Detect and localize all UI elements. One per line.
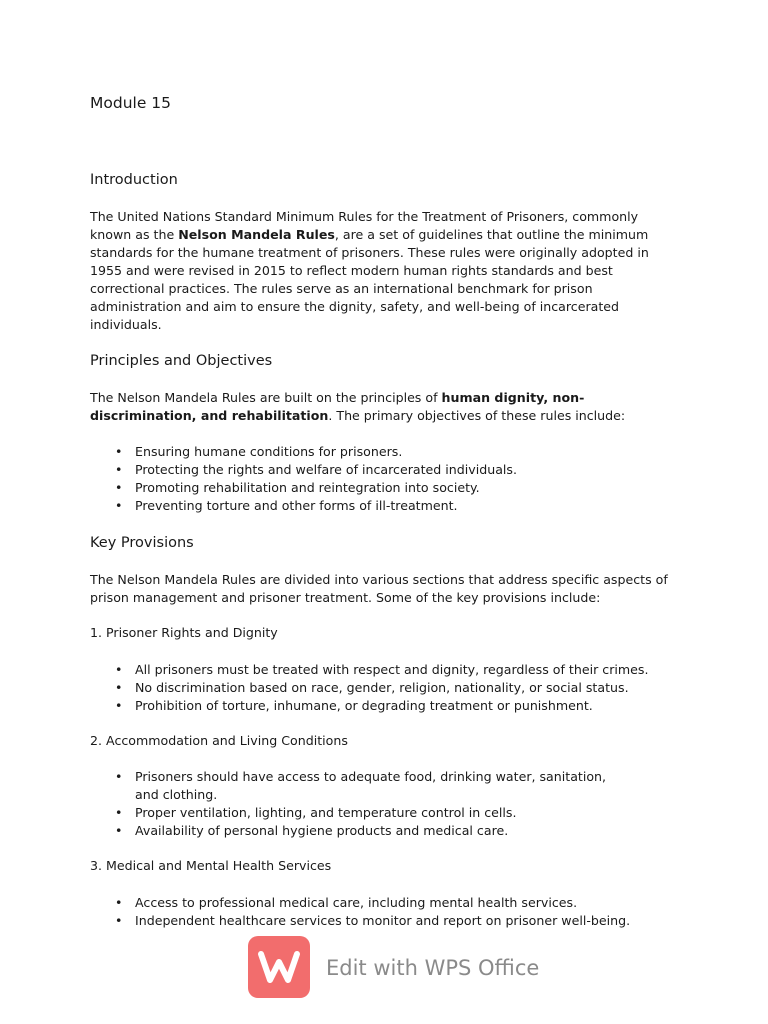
- wps-edit-text[interactable]: Edit with WPS Office: [326, 956, 540, 980]
- intro-text-start: The United Nations Standard Minimum Rules for the Treatment of Prisoners, commonly known as the: [90, 209, 639, 242]
- introduction-heading: Introduction: [90, 172, 178, 188]
- section-title: Medical and Mental Health Services: [106, 858, 332, 873]
- intro-text-end: , are a set of guidelines that outline the minimum standards for the humane treatment of prisoners. These rules were originally adopted in 1955 and were revised in 2015 to reflect modern human rights standards and best correctional practices. The rules serve as an international benchmark for prison administration and aim to ensure the dignity, safety, and well-being of incarcerated individuals.: [90, 227, 649, 332]
- list-item-text: Proper ventilation, lighting, and temperature control in cells.: [135, 805, 517, 820]
- list-item-text: Protecting the rights and welfare of incarcerated individuals.: [135, 462, 517, 477]
- principles-list: [90, 443, 670, 515]
- list-item: [90, 679, 670, 697]
- list-item: [90, 461, 670, 479]
- list-item: [90, 661, 670, 679]
- list-item-text: Prisoners should have access to adequate food, drinking water, sanitation, and clothing.: [135, 769, 607, 802]
- principles-bold-term: human dignity, non-discrimination, and rehabilitation: [90, 390, 585, 423]
- list-item: [90, 894, 670, 912]
- list-item: [90, 697, 670, 715]
- bullet-icon: •: [115, 895, 123, 910]
- bullet-icon: •: [115, 769, 123, 784]
- principles-text-start: The Nelson Mandela Rules are built on the principles of: [90, 390, 442, 405]
- bullet-icon: •: [115, 480, 123, 495]
- introduction-paragraph: [90, 208, 670, 334]
- list-item: [90, 497, 670, 515]
- list-item-text: Prohibition of torture, inhumane, or degrading treatment or punishment.: [135, 698, 593, 713]
- list-item-text: Preventing torture and other forms of ill-treatment.: [135, 498, 458, 513]
- bullet-icon: •: [115, 698, 123, 713]
- principles-text-end: . The primary objectives of these rules include:: [328, 408, 626, 423]
- list-item-text: Independent healthcare services to monitor and report on prisoner well-being.: [135, 913, 631, 928]
- section-title: Accommodation and Living Conditions: [106, 733, 348, 748]
- section-number: 3.: [90, 858, 103, 873]
- section-3-list: [90, 894, 670, 930]
- list-item-text: All prisoners must be treated with respect and dignity, regardless of their crimes.: [135, 662, 649, 677]
- bullet-icon: •: [115, 805, 123, 820]
- section-title: Prisoner Rights and Dignity: [106, 625, 278, 640]
- bullet-icon: •: [115, 444, 123, 459]
- section-number: 1.: [90, 625, 103, 640]
- list-item-text: Promoting rehabilitation and reintegration into society.: [135, 480, 480, 495]
- intro-bold-term: Nelson Mandela Rules: [178, 227, 335, 242]
- bullet-icon: •: [115, 913, 123, 928]
- list-item: [90, 822, 670, 840]
- bullet-icon: •: [115, 498, 123, 513]
- list-item-text: No discrimination based on race, gender, religion, nationality, or social status.: [135, 680, 629, 695]
- wps-logo-icon[interactable]: [248, 936, 310, 998]
- list-item: [90, 804, 670, 822]
- key-provisions-heading: Key Provisions: [90, 535, 194, 551]
- list-item: [90, 443, 670, 461]
- section-2-list: [90, 768, 670, 840]
- principles-heading: Principles and Objectives: [90, 353, 273, 369]
- list-item-text: Access to professional medical care, including mental health services.: [135, 895, 578, 910]
- key-provisions-paragraph: The Nelson Mandela Rules are divided into various sections that address specific aspects of prison management and prisoner treatment. Some of the key provisions include:: [90, 572, 668, 605]
- module-title: Module 15: [90, 94, 172, 112]
- wps-edit-banner[interactable]: [248, 936, 548, 1000]
- list-item: [90, 768, 670, 804]
- bullet-icon: •: [115, 662, 123, 677]
- section-2-heading: [90, 733, 348, 748]
- bullet-icon: •: [115, 823, 123, 838]
- list-item: [90, 912, 670, 930]
- principles-paragraph: [90, 389, 670, 425]
- bullet-icon: •: [115, 462, 123, 477]
- wps-logo-mark: [248, 936, 310, 998]
- section-1-list: [90, 661, 670, 715]
- list-item-text: Ensuring humane conditions for prisoners.: [135, 444, 403, 459]
- section-1-heading: [90, 625, 278, 640]
- list-item-text: Availability of personal hygiene products and medical care.: [135, 823, 509, 838]
- section-number: 2.: [90, 733, 103, 748]
- bullet-icon: •: [115, 680, 123, 695]
- list-item: [90, 479, 670, 497]
- section-3-heading: [90, 858, 331, 873]
